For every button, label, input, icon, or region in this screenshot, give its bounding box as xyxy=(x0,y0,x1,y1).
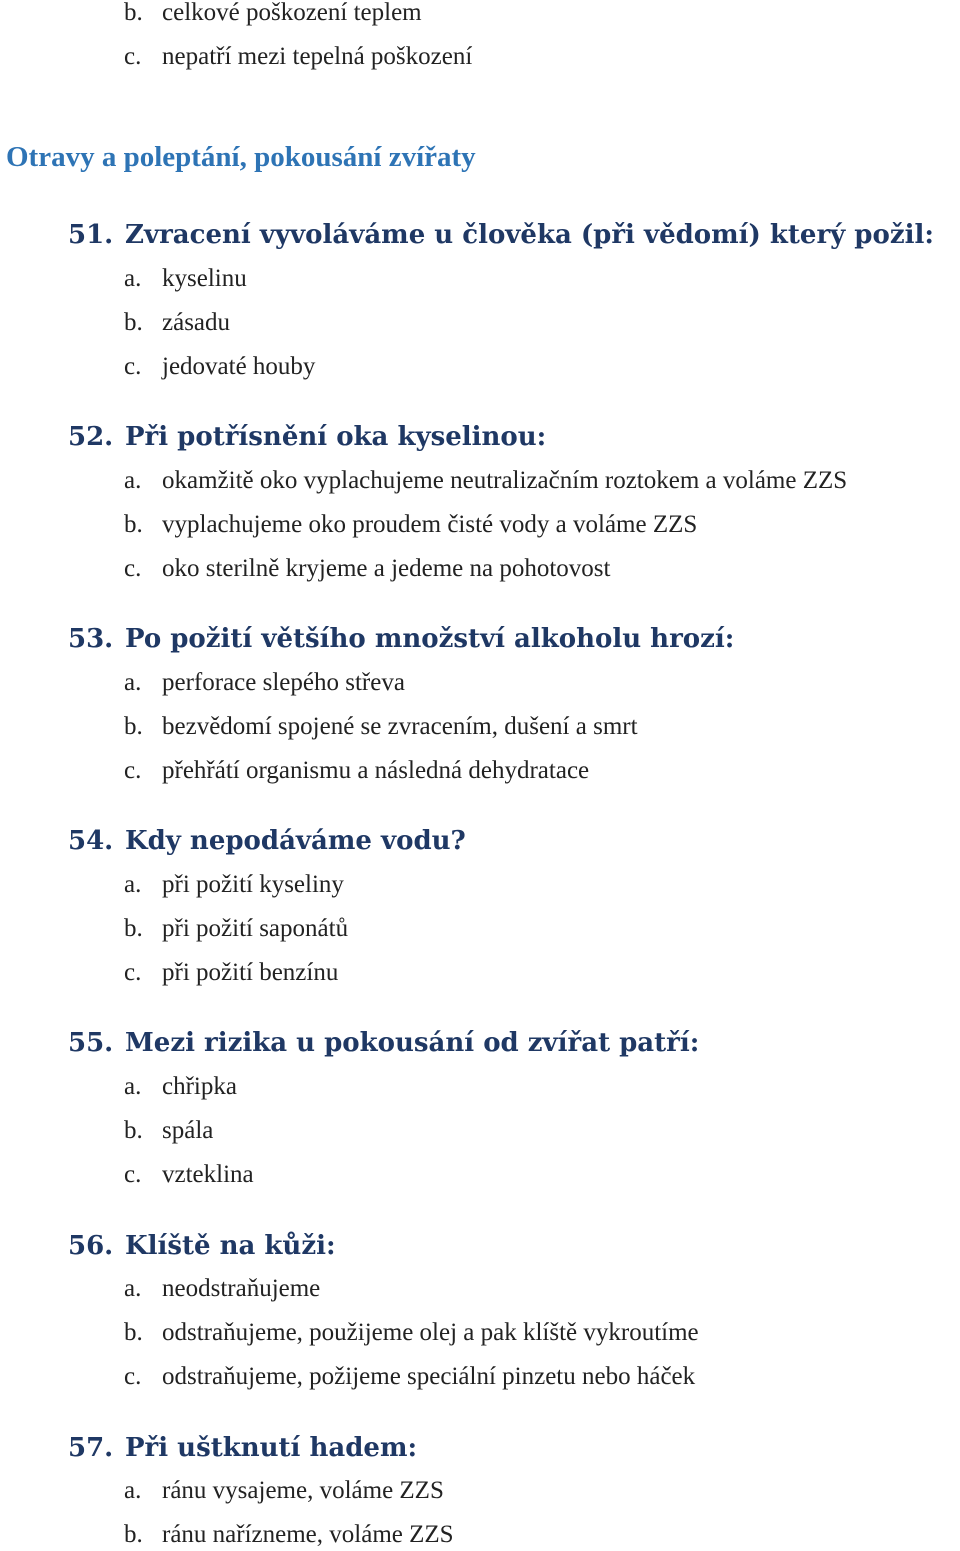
option-letter: a. xyxy=(124,467,142,494)
section-heading: Otravy a poleptání, pokousání zvířaty xyxy=(6,141,476,173)
question-number: 56. xyxy=(68,1231,114,1261)
option-letter: c. xyxy=(124,1363,142,1390)
option-letter: b. xyxy=(124,713,143,740)
question-number: 52. xyxy=(68,422,114,452)
option-letter: a. xyxy=(124,1477,142,1504)
question-number: 57. xyxy=(68,1433,114,1463)
option-text: přehřátí organismu a následná dehydratace xyxy=(162,757,590,784)
option-letter: b. xyxy=(124,1319,143,1346)
option-text: odstraňujeme, použijeme olej a pak klíště vykroutíme xyxy=(162,1319,699,1346)
option-text: kyselinu xyxy=(162,265,247,292)
option-text: ránu nařízneme, voláme ZZS xyxy=(162,1521,454,1548)
question-text: Klíště na kůži: xyxy=(125,1231,336,1261)
option-letter: a. xyxy=(124,871,142,898)
question-text: Zvracení vyvoláváme u člověka (při vědomí) který požil: xyxy=(125,220,934,250)
question-text: Po požití většího množství alkoholu hrozí: xyxy=(125,624,735,654)
question-number: 55. xyxy=(68,1028,114,1058)
question-number: 54. xyxy=(68,826,114,856)
question-number: 51. xyxy=(68,220,114,250)
option-text: při požití benzínu xyxy=(162,959,339,986)
option-letter: b. xyxy=(124,915,143,942)
option-text: jedovaté houby xyxy=(162,353,316,380)
question-text: Při potřísnění oka kyselinou: xyxy=(125,422,547,452)
option-letter: b. xyxy=(124,511,143,538)
option-text: ránu vysajeme, voláme ZZS xyxy=(162,1477,444,1504)
option-text: oko sterilně kryjeme a jedeme na pohotovost xyxy=(162,555,611,582)
option-letter: b. xyxy=(124,0,143,26)
option-text: neodstraňujeme xyxy=(162,1275,321,1302)
question-number: 53. xyxy=(68,624,114,654)
option-letter: c. xyxy=(124,555,142,582)
option-text: vyplachujeme oko proudem čisté vody a voláme ZZS xyxy=(162,511,698,538)
question-text: Při uštknutí hadem: xyxy=(125,1433,418,1463)
question-text: Mezi rizika u pokousání od zvířat patří: xyxy=(125,1028,700,1058)
option-letter: c. xyxy=(124,959,142,986)
option-letter: c. xyxy=(124,43,142,70)
question-text: Kdy nepodáváme vodu? xyxy=(125,826,466,856)
option-text: zásadu xyxy=(162,309,231,336)
option-letter: c. xyxy=(124,353,142,380)
option-letter: a. xyxy=(124,1073,142,1100)
option-letter: a. xyxy=(124,669,142,696)
option-text: bezvědomí spojené se zvracením, dušení a smrt xyxy=(162,713,638,740)
option-text: okamžitě oko vyplachujeme neutralizačním roztokem a voláme ZZS xyxy=(162,467,848,494)
option-text: nepatří mezi tepelná poškození xyxy=(162,43,473,70)
option-text: celkové poškození teplem xyxy=(162,0,422,26)
option-letter: b. xyxy=(124,1521,143,1548)
option-letter: b. xyxy=(124,309,143,336)
option-letter: c. xyxy=(124,1161,142,1188)
option-text: vzteklina xyxy=(162,1161,254,1188)
option-text: chřipka xyxy=(162,1073,237,1100)
option-text: perforace slepého střeva xyxy=(162,669,405,696)
option-text: při požití kyseliny xyxy=(162,871,344,898)
option-text: spála xyxy=(162,1117,214,1144)
option-letter: a. xyxy=(124,265,142,292)
option-letter: a. xyxy=(124,1275,142,1302)
option-letter: b. xyxy=(124,1117,143,1144)
option-text: odstraňujeme, požijeme speciální pinzetu nebo háček xyxy=(162,1363,696,1390)
option-letter: c. xyxy=(124,757,142,784)
option-text: při požití saponátů xyxy=(162,915,349,942)
